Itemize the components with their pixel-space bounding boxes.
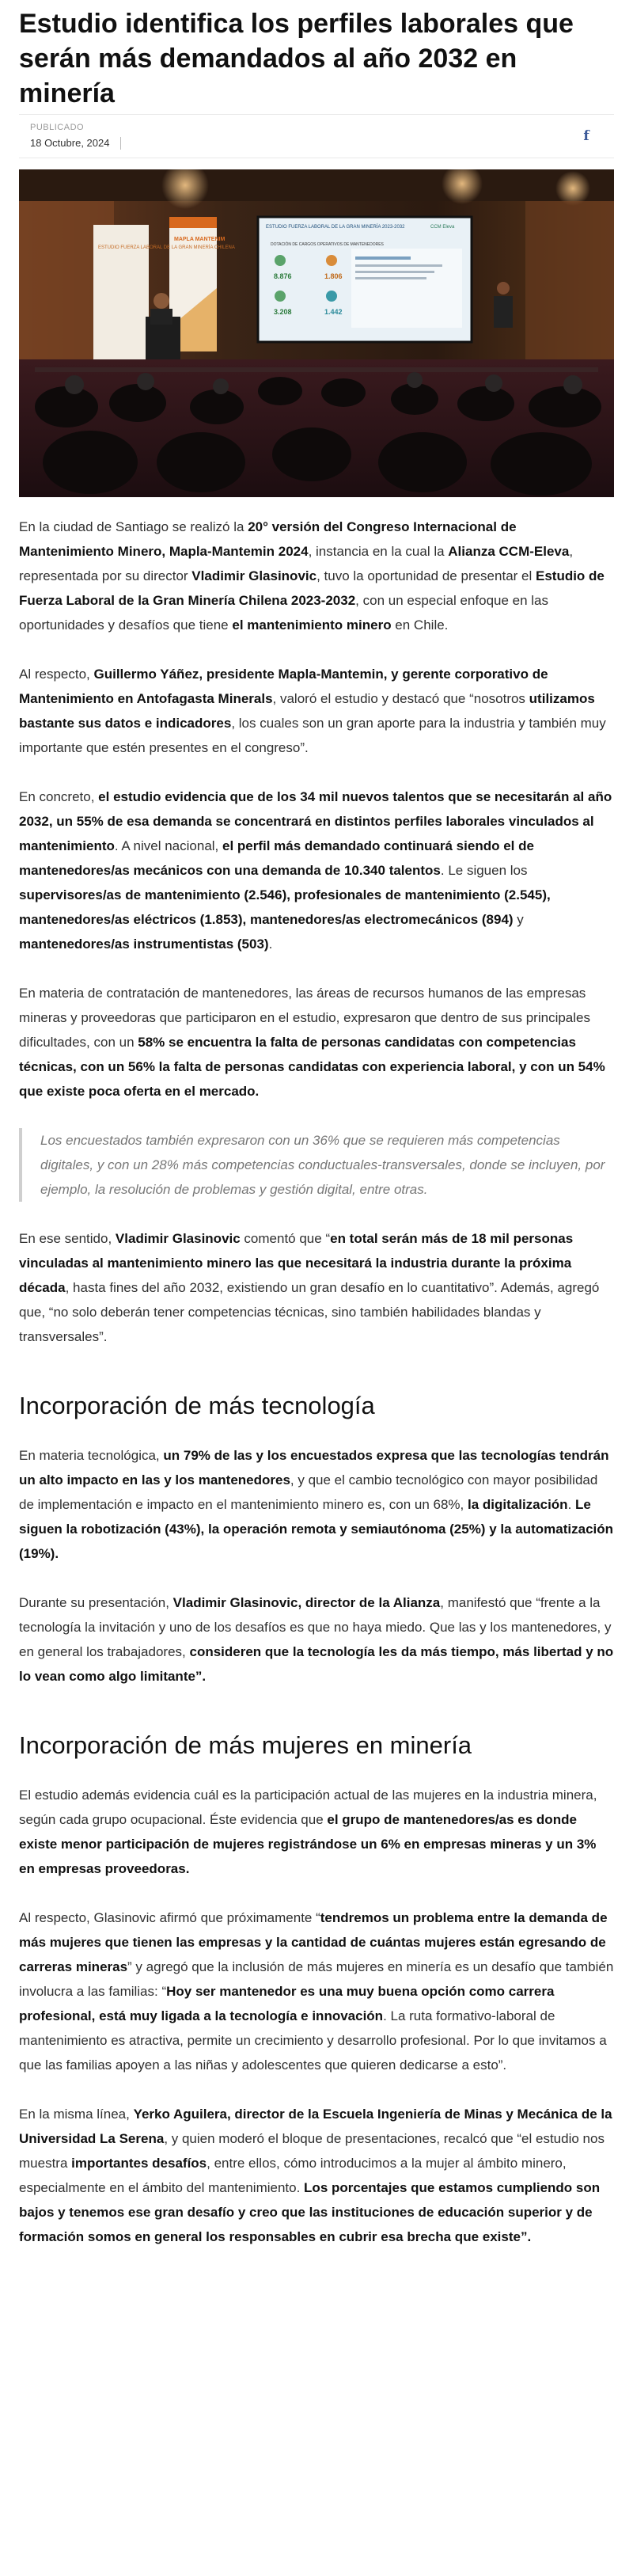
section-heading-women: Incorporación de más mujeres en minería (19, 1731, 472, 1759)
slide-number-1: 8.876 (274, 272, 292, 280)
paragraph-presentation: Durante su presentación, Vladimir Glasinovic, director de la Alianza, manifestó que “frente a la tecnología la invitación y uno de los desafíos es que no haya miedo. Que las y los mantenedores, y en general los trabajadores, consideren que la tecnología les da más tiempo, más libertad y no lo vean como algo limitante”. (19, 1595, 614, 1684)
paragraph-women-demand: Al respecto, Glasinovic afirmó que próximamente “tendremos un problema entre la demanda de más mujeres que tienen las empresas y la cantidad de cuántas mujeres están egresando de carreras mineras” y agregó que la inclusión de más mujeres en minería es un desafío que también involucra a las familias: “Hoy ser mantenedor es una muy buena opción como carrera profesional, está muy ligada a la tecnología e innovación. La ruta formativo-laboral de mantenimiento es atractiva, permite un crecimiento y desarrollo profesional. Por lo que invitamos a que las familias apoyen a las niñas y adolescentes que quieren dedicarse a esto”. (19, 1910, 614, 2073)
paragraph-women-participation: El estudio además evidencia cuál es la participación actual de las mujeres en la industria minera, según cada grupo ocupacional. Éste evidencia que el grupo de mantenedores/as es donde existe menor participación de mujeres registrándose un 6% en empresas mineras y un 3% en empresas proveedoras. (19, 1788, 597, 1876)
conference-photo (19, 169, 614, 497)
section-heading-technology: Incorporación de más tecnología (19, 1392, 375, 1419)
article-title: Estudio identifica los perfiles laborales que serán más demandados al año 2032 en minería (19, 9, 574, 108)
slide-title: ESTUDIO FUERZA LABORAL DE LA GRAN MINERÍA 2023-2032 (266, 225, 405, 230)
paragraph-aguilera: En la misma línea, Yerko Aguilera, director de la Escuela Ingeniería de Minas y Mecánica de la Universidad La Serena, y quien moderó el bloque de presentaciones, recalcó que “el estudio nos muestra importantes desafíos, entre ellos, cómo introducimos a la mujer al ámbito minero, especialmente en el ámbito del mantenimiento. Los porcentajes que estamos cumpliendo son bajos y tenemos ese gran desafío y creo que las instituciones de educación superior y de formación somos en general los responsables en cubrir esa brecha que existe”. (19, 2107, 612, 2244)
podium-banner-text: MAPLA MANTENIM (174, 237, 226, 242)
article-body (19, 515, 614, 2274)
paragraph-study-findings: En concreto, el estudio evidencia que de los 34 mil nuevos talentos que se necesitarán al año 2032, un 55% de esa demanda se concentrará en distintos perfiles laborales vinculados al mantenimiento. A nivel nacional, el perfil más demandado continuará siendo el de mantenedores/as mecánicos con una demanda de 10.340 talentos. Le siguen los supervisores/as de mantenimiento (2.546), profesionales de mantenimiento (2.545), mantenedores/as eléctricos (1.853), mantenedores/as electromecánicos (894) y mantenedores/as instrumentistas (503). (19, 789, 612, 952)
slide-number-4: 1.442 (324, 308, 343, 316)
slide-subtitle: DOTACIÓN DE CARGOS OPERATIVOS DE MANTENEDORES (271, 242, 384, 247)
slide-brand: CCM Eleva (430, 225, 455, 230)
meta-divider (120, 137, 121, 150)
article-meta (19, 114, 614, 158)
paragraph-technology: En materia tecnológica, un 79% de las y los encuestados expresa que las tecnologías tendrán un alto impacto en las y los mantenedores, y que el cambio tecnológico con mayor posibilidad de implementación e impacto en el mantenimiento minero es, con un 68%, la digitalización. Le siguen la robotización (43%), la operación remota y semiautónoma (25%) y la automatización (19%). (19, 1448, 614, 1561)
published-date: 18 Octubre, 2024 (30, 137, 110, 149)
paragraph-hiring: En materia de contratación de mantenedores, las áreas de recursos humanos de las empresas mineras y proveedoras que participaron en el estudio, expresaron que dentro de sus principales dificultades, con un 58% se encuentra la falta de personas candidatas con competencias técnicas, con un 56% la falta de personas candidatas con experiencia laboral, y con un 54% que existe poca oferta en el mercado. (19, 986, 605, 1099)
pull-quote: Los encuestados también expresaron con un 36% que se requieren más competencias digitales, y con un 28% más competencias conductuales-transversales, donde se incluyen, por ejemplo, la resolución de problemas y gestión digital, entre otras. (19, 1128, 614, 1202)
article-photo (19, 169, 614, 497)
paragraph-intro: En la ciudad de Santiago se realizó la 20° versión del Congreso Internacional de Mantenimiento Minero, Mapla-Mantemin 2024, instancia en la cual la Alianza CCM-Eleva, representada por su director Vladimir Glasinovic, tuvo la oportunidad de presentar el Estudio de Fuerza Laboral de la Gran Minería Chilena 2023-2032, con un especial enfoque en las oportunidades y desafíos que tiene el mantenimiento minero en Chile. (19, 519, 605, 633)
banner-text: ESTUDIO FUERZA LABORAL DE LA GRAN MINERÍA CHILENA (98, 245, 235, 250)
facebook-icon[interactable]: f (583, 128, 589, 144)
slide-number-3: 3.208 (274, 308, 292, 316)
slide-number-2: 1.806 (324, 272, 343, 280)
published-label: PUBLICADO (30, 123, 85, 132)
paragraph-yanez: Al respecto, Guillermo Yáñez, presidente Mapla-Mantemin, y gerente corporativo de Mantenimiento en Antofagasta Minerals, valoró el estudio y destacó que “nosotros utilizamos bastante sus datos e indicadores, los cuales son un gran aporte para la industria y también muy importante que estén presentes en el congreso”. (19, 667, 606, 755)
paragraph-glasinovic: En ese sentido, Vladimir Glasinovic comentó que “en total serán más de 18 mil personas vinculadas al mantenimiento minero las que necesitará la industria durante la próxima década, hasta fines del año 2032, existiendo un gran desafío en lo cuantitativo”. Además, agregó que, “no solo deberán tener competencias técnicas, sino también habilidades blandas y transversales”. (19, 1231, 600, 1344)
